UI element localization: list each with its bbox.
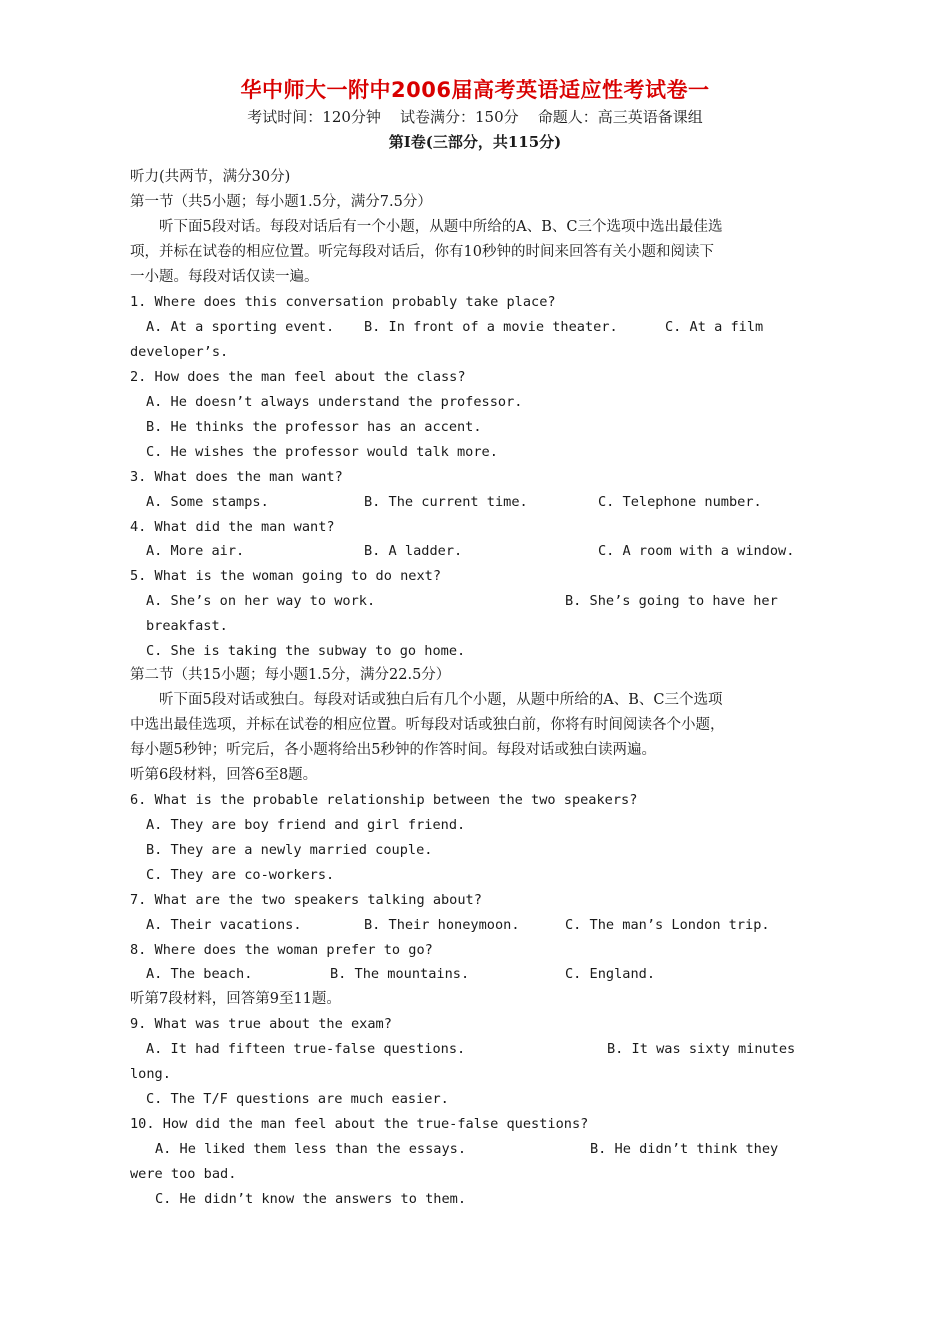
part-heading: 第Ⅰ卷(三部分，共115分) — [388, 133, 562, 151]
section2-instructions-line: 听下面5段对话或独白。每段对话或独白后有几个小题，从题中所给的A、B、C三个选项 — [130, 692, 723, 708]
option-b: B. He didn’t think they — [590, 1141, 779, 1157]
option-c: C. A room with a window. — [598, 543, 795, 559]
option-c: C. The T/F questions are much easier. — [146, 1091, 449, 1107]
option-c: C. The man’s London trip. — [565, 917, 770, 933]
option-b: B. He thinks the professor has an accent. — [146, 419, 482, 435]
question-stem: 3. What does the man want? — [130, 469, 343, 485]
option-c: C. Telephone number. — [598, 494, 762, 510]
option-b: B. It was sixty minutes — [607, 1041, 796, 1057]
section1-heading: 第一节（共5小题；每小题1.5分，满分7.5分） — [130, 194, 432, 210]
option-b: B. She’s going to have her — [565, 593, 778, 609]
question-stem: 5. What is the woman going to do next? — [130, 568, 441, 584]
option-a: A. More air. — [146, 543, 245, 559]
option-b: B. The current time. — [364, 494, 528, 510]
option-a: A. He doesn’t always understand the professor. — [146, 394, 523, 410]
material-heading: 听第7段材料，回答第9至11题。 — [130, 991, 341, 1007]
option-a: A. They are boy friend and girl friend. — [146, 817, 466, 833]
option-b: B. They are a newly married couple. — [146, 842, 433, 858]
material-heading: 听第6段材料，回答6至8题。 — [130, 767, 318, 783]
option-continuation: breakfast. — [146, 618, 228, 634]
option-b: B. The mountains. — [330, 966, 470, 982]
option-a: A. Their vacations. — [146, 917, 302, 933]
section1-instructions-line: 项，并标在试卷的相应位置。听完每段对话后，你有10秒钟的时间来回答有关小题和阅读下 — [130, 244, 714, 260]
option-c: C. At a film — [665, 319, 764, 335]
option-continuation: long. — [130, 1066, 171, 1082]
option-c: C. England. — [565, 966, 656, 982]
option-c: C. He wishes the professor would talk more. — [146, 444, 498, 460]
question-stem: 10. How did the man feel about the true-false questions? — [130, 1116, 589, 1132]
question-stem: 7. What are the two speakers talking about? — [130, 892, 482, 908]
option-a: A. At a sporting event. — [146, 319, 335, 335]
option-a: A. The beach. — [146, 966, 253, 982]
option-b: B. A ladder. — [364, 543, 463, 559]
section2-instructions-line: 每小题5秒钟；听完后，各小题将给出5秒钟的作答时间。每段对话或独白读两遍。 — [130, 742, 656, 758]
listening-heading: 听力(共两节，满分30分) — [130, 169, 291, 185]
section2-heading: 第二节（共15小题；每小题1.5分，满分22.5分） — [130, 667, 451, 683]
option-c: C. He didn’t know the answers to them. — [155, 1191, 466, 1207]
question-stem: 8. Where does the woman prefer to go? — [130, 942, 433, 958]
question-stem: 2. How does the man feel about the class? — [130, 369, 466, 385]
question-stem: 9. What was true about the exam? — [130, 1016, 392, 1032]
option-a: A. She’s on her way to work. — [146, 593, 376, 609]
option-c: C. They are co-workers. — [146, 867, 335, 883]
question-stem: 6. What is the probable relationship between the two speakers? — [130, 792, 638, 808]
section1-instructions-line: 一小题。每段对话仅读一遍。 — [130, 269, 319, 285]
option-b: B. In front of a movie theater. — [364, 319, 618, 335]
option-a: A. Some stamps. — [146, 494, 269, 510]
option-a: A. It had fifteen true-false questions. — [146, 1041, 466, 1057]
section2-instructions-line: 中选出最佳选项，并标在试卷的相应位置。听每段对话或独白前，你将有时间阅读各个小题， — [130, 717, 725, 733]
question-stem: 1. Where does this conversation probably take place? — [130, 294, 556, 310]
exam-info: 考试时间：120分钟 试卷满分：150分 命题人：高三英语备课组 — [247, 108, 703, 126]
option-continuation: developer’s. — [130, 344, 229, 360]
option-c: C. She is taking the subway to go home. — [146, 643, 466, 659]
option-a: A. He liked them less than the essays. — [155, 1141, 466, 1157]
section1-instructions-line: 听下面5段对话。每段对话后有一个小题，从题中所给的A、B、C三个选项中选出最佳选 — [130, 219, 723, 235]
option-continuation: were too bad. — [130, 1166, 237, 1182]
option-b: B. Their honeymoon. — [364, 917, 520, 933]
exam-title: 华中师大一附中2006届高考英语适应性考试卷一 — [240, 78, 710, 102]
question-stem: 4. What did the man want? — [130, 519, 335, 535]
